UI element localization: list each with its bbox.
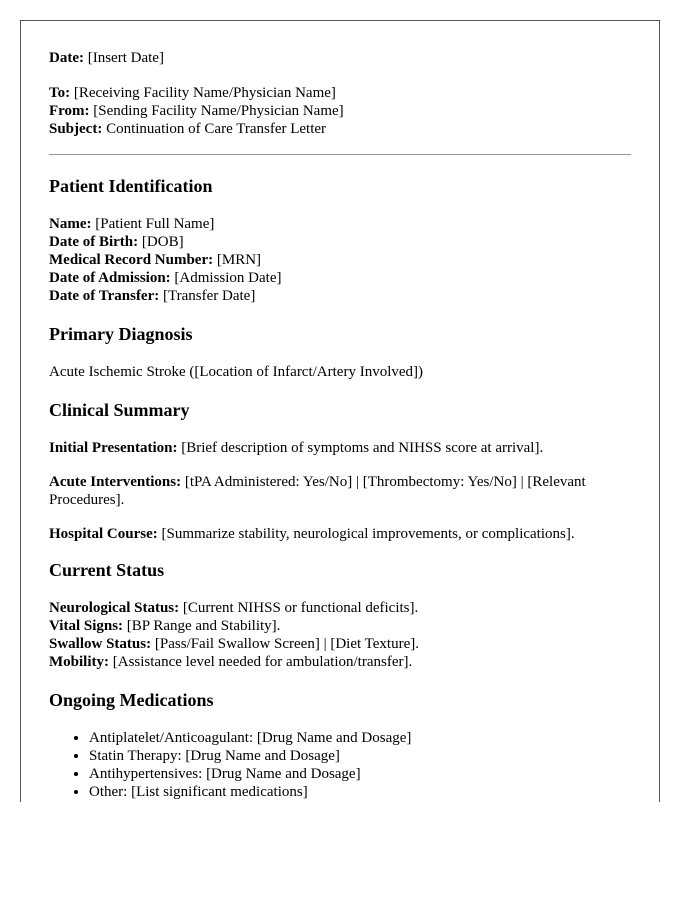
mrn-label: Medical Record Number:: [49, 252, 214, 268]
neuro-label: Neurological Status:: [49, 600, 180, 616]
course-label: Hospital Course:: [49, 526, 158, 542]
medications-section: [49, 689, 631, 801]
dob-label: Date of Birth:: [49, 234, 139, 250]
list-item: • Other: [List significant medications]: [89, 783, 631, 801]
swallow-value: [Pass/Fail Swallow Screen] | [Diet Texture].: [154, 636, 419, 652]
patient-name-value: [Patient Full Name]: [95, 216, 215, 232]
admission-label: Date of Admission:: [49, 270, 171, 286]
patient-name-label: Name:: [49, 216, 92, 232]
date-label: Date:: [49, 50, 84, 66]
vitals-line: [49, 617, 631, 635]
acute-label: Acute Interventions:: [49, 474, 182, 490]
vitals-value: [BP Range and Stability].: [126, 618, 281, 634]
acute-value: [tPA Administered: Yes/No] | [Thrombectomy: Yes/No] | [Relevant Procedures].: [49, 474, 586, 508]
vitals-label: Vital Signs:: [49, 618, 124, 634]
mrn-value: [MRN]: [216, 252, 262, 268]
status-section: [49, 559, 631, 671]
subject-line: [49, 120, 631, 138]
mobility-value: [Assistance level needed for ambulation/transfer].: [112, 654, 413, 670]
initial-value: [Brief description of symptoms and NIHSS score at arrival].: [181, 440, 544, 456]
neuro-line: [49, 599, 631, 617]
subject-value: Continuation of Care Transfer Letter: [106, 121, 327, 137]
clinical-heading: Clinical Summary: [49, 400, 190, 420]
dob-line: [49, 233, 631, 251]
patient-name-line: [49, 215, 631, 233]
neuro-value: [Current NIHSS or functional deficits].: [182, 600, 419, 616]
medications-list: [49, 729, 631, 801]
transfer-value: [Transfer Date]: [163, 288, 256, 304]
medications-heading: Ongoing Medications: [49, 690, 214, 710]
diagnosis-text: Acute Ischemic Stroke ([Location of Infarct/Artery Involved]): [49, 364, 424, 380]
transfer-label: Date of Transfer:: [49, 288, 160, 304]
subject-label: Subject:: [49, 121, 103, 137]
admission-value: [Admission Date]: [174, 270, 282, 286]
mrn-line: [49, 251, 631, 269]
swallow-label: Swallow Status:: [49, 636, 152, 652]
letter-content: [21, 21, 659, 801]
to-label: To:: [49, 85, 71, 101]
acute-interventions: [49, 473, 631, 509]
from-value: [Sending Facility Name/Physician Name]: [93, 103, 344, 119]
course-value: [Summarize stability, neurological improvements, or complications].: [161, 526, 575, 542]
patient-heading: Patient Identification: [49, 176, 213, 196]
dob-value: [DOB]: [141, 234, 184, 250]
admission-line: [49, 269, 631, 287]
mobility-line: [49, 653, 631, 671]
header-divider: [49, 154, 631, 155]
transfer-line: [49, 287, 631, 305]
from-line: [49, 102, 631, 120]
list-item: • Antihypertensives: [Drug Name and Dosage]: [89, 765, 631, 783]
to-line: [49, 84, 631, 102]
diagnosis-heading: Primary Diagnosis: [49, 324, 193, 344]
date-line: [49, 49, 631, 67]
date-value: [Insert Date]: [87, 50, 164, 66]
initial-presentation: [49, 439, 631, 457]
list-item: • Antiplatelet/Anticoagulant: [Drug Name and Dosage]: [89, 729, 631, 747]
swallow-line: [49, 635, 631, 653]
from-label: From:: [49, 103, 90, 119]
status-heading: Current Status: [49, 560, 165, 580]
letter-page: [20, 20, 660, 802]
initial-label: Initial Presentation:: [49, 440, 178, 456]
to-value: [Receiving Facility Name/Physician Name]: [73, 85, 336, 101]
clinical-section: [49, 399, 631, 543]
patient-section: [49, 175, 631, 305]
list-item: • Statin Therapy: [Drug Name and Dosage]: [89, 747, 631, 765]
hospital-course: [49, 525, 631, 543]
mobility-label: Mobility:: [49, 654, 109, 670]
diagnosis-section: [49, 323, 631, 381]
